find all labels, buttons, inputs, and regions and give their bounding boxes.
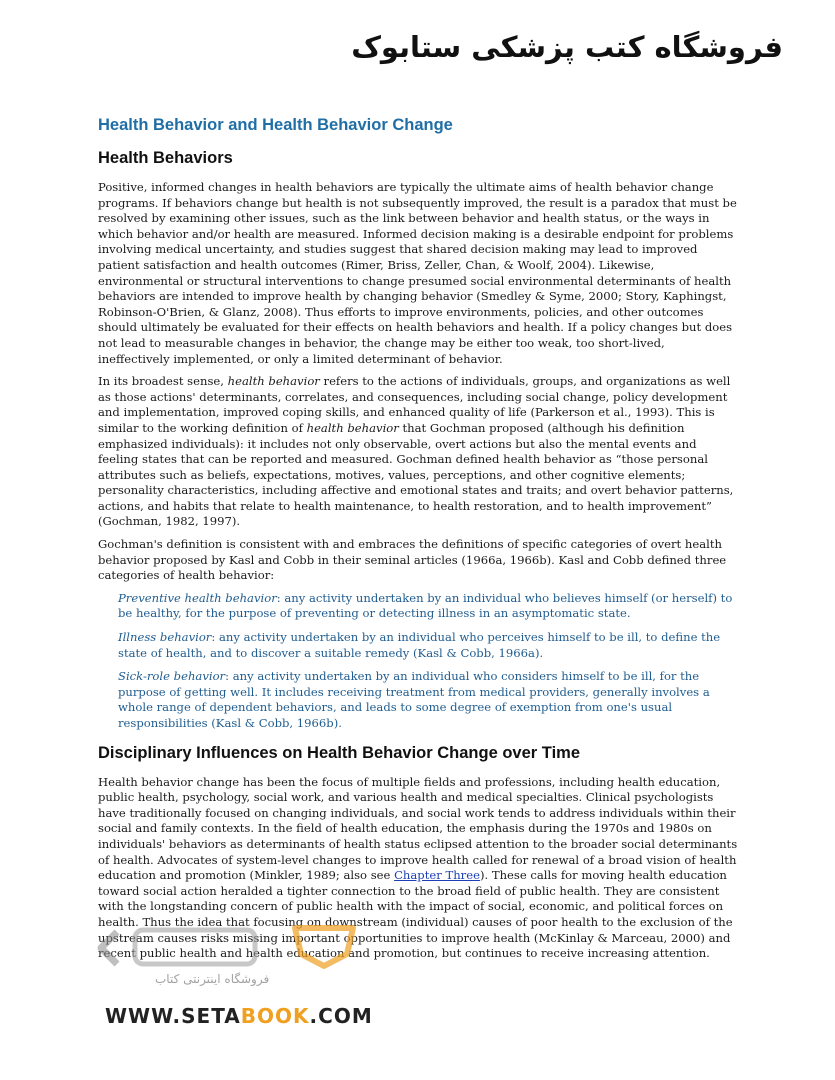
page-content (98, 116, 738, 969)
paragraph-1: Positive, informed changes in health behaviors are typically the ultimate aims of health behavior change programs. If behaviors change but health is not subsequently improved, the result is a paradox that must be resolved by examining other issues, such as the link between behavior and health status, or the ways in which behavior and/or health are measured. Informed decision making is a desirable endpoint for problems involving medical uncertainty, and studies suggest that shared decision making may lead to improved patient satisfaction and health outcomes (Rimer, Briss, Zeller, Chan, & Woolf, 2004). Likewise, environmental or structural interventions to change presumed social environmental determinants of health behaviors are intended to improve health by changing behavior (Smedley & Syme, 2000; Story, Kaphingst, Robinson-O'Brien, & Glanz, 2008). Thus efforts to improve environments, policies, and other outcomes should ultimately be evaluated for their effects on health behaviors and health. If a policy changes but does not lead to measurable changes in behavior, the change may be either too weak, too short-lived, ineffectively implemented, or only a limited determinant of behavior. (98, 180, 737, 366)
watermark-persian-text: فروشگاه اینترنتی کتاب (155, 972, 270, 986)
paragraph-4: Health behavior change has been the focus of multiple fields and professions, including health education, public health, psychology, social work, and various health and medical specialties. Clinical psychologists have traditionally focused on changing individuals, and social work tends to address individuals within their social and family contexts. In the field of health education, the emphasis during the 1970s and 1980s on individuals' behaviors as determinants of health status eclipsed attention to the broader social determinants of health. Advocates of system-level changes to improve health called for renewal of a broad vision of health education and promotion (Minkler, 1989; also see Chapter Three). These calls for moving health education toward social action heralded a tighter connection to the broad field of public health. They are consistent with the longstanding concern of public health with the impact of social, economic, and political forces on health. Thus the idea that focusing on downstream (individual) causes of poor health to the exclusion of the upstream causes risks missing important opportunities to improve health (McKinlay & Marceau, 2000) and recent public health and health education and promotion, but continues to receive increasing attention. (98, 774, 738, 961)
section-heading-disciplinary: Disciplinary Influences on Health Behavior Change over Time (98, 743, 580, 762)
definition-term: Illness behavior (118, 630, 212, 645)
store-banner: فروشگاه کتب پزشکی ستابوک (351, 30, 783, 64)
paragraph-2: In its broadest sense, health behavior refers to the actions of individuals, groups, and organizations as well as those actions' determinants, correlates, and consequences, including social change, policy development and implementation, improved coping skills, and enhanced quality of life (Parkerson et al., 1993). This is similar to the working definition of health behavior that Gochman proposed (although his definition emphasized individuals): it includes not only observable, overt actions but also the mental events and feeling states that can be reported and measured. Gochman defined health behavior as “those personal attributes such as beliefs, expectations, motives, values, perceptions, and other cognitive elements; personality characteristics, including affective and emotional states and traits; and overt behavior patterns, actions, and habits that relate to health maintenance, to health restoration, and to health improvement” (Gochman, 1982, 1997). (98, 374, 734, 529)
paragraph-3: Gochman's definition is consistent with and embraces the definitions of specific categories of overt health behavior proposed by Kasl and Cobb in their seminal articles (1966a, 1966b). Kasl and Cobb defined three categories of health behavior: (98, 537, 727, 583)
definition-sick-role (118, 669, 738, 731)
term-health-behavior-2: health behavior (306, 420, 399, 435)
chapter-title: Health Behavior and Health Behavior Change (98, 116, 453, 134)
watermark-url: WWW.SETABOOK.COM (105, 1004, 373, 1028)
definition-term: Preventive health behavior (118, 590, 277, 605)
definition-illness (118, 630, 738, 661)
term-health-behavior: health behavior (227, 374, 320, 389)
definition-text: : any activity undertaken by an individual who believes himself (or herself) to be healthy, for the purpose of preventing or detecting illness in an asymptomatic state. (118, 590, 733, 621)
definition-text: : any activity undertaken by an individual who perceives himself to be ill, to define the state of health, and to discover a suitable remedy (Kasl & Cobb, 1966a). (118, 630, 721, 660)
definition-preventive (118, 591, 738, 622)
section-heading-health-behaviors: Health Behaviors (98, 149, 233, 167)
chapter-three-link[interactable]: Chapter Three (394, 868, 480, 883)
definition-text: : any activity undertaken by an individual who considers himself to be ill, for the purpose of getting well. It includes receiving treatment from medical providers, generally involves a whole range of dependent behaviors, and leads to some degree of exemption from one's usual responsibilities (Kasl & Cobb, 1966b). (118, 669, 710, 730)
definition-term: Sick-role behavior (118, 669, 226, 684)
